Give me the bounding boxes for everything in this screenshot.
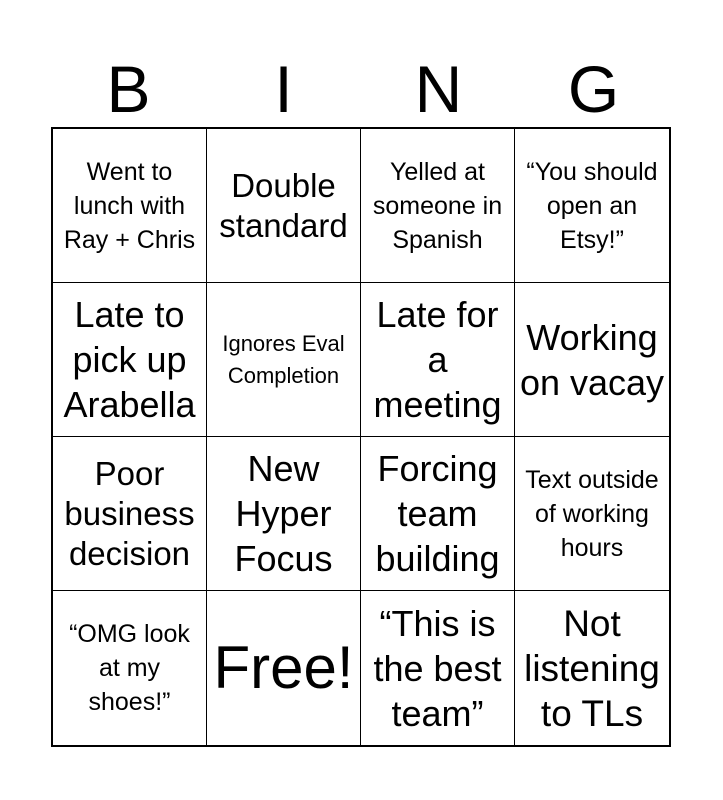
bingo-cell[interactable] (361, 591, 515, 745)
cell-text: Poor business decision (64, 454, 195, 572)
cell-text: Double standard (219, 166, 348, 244)
title-letter-i: I (274, 52, 293, 126)
cell-text: Working on vacay (519, 316, 665, 403)
bingo-board (51, 127, 671, 747)
bingo-cell[interactable] (53, 437, 207, 591)
cell-text: “OMG look at my shoes!” (69, 620, 190, 716)
bingo-cell[interactable] (53, 591, 207, 745)
bingo-cell[interactable] (53, 283, 207, 437)
bingo-cell[interactable] (53, 129, 207, 283)
bingo-cell[interactable] (207, 129, 361, 283)
free-space-cell[interactable] (207, 591, 361, 745)
title-letter-b: B (106, 52, 151, 126)
bingo-cell[interactable] (361, 129, 515, 283)
cell-text: Forcing team building (375, 448, 500, 579)
bingo-title (51, 50, 671, 128)
bingo-cell[interactable] (515, 591, 669, 745)
cell-text: “This is the best team” (373, 602, 502, 734)
cell-text: Not listening to TLs (524, 602, 660, 734)
cell-text: Yelled at someone in Spanish (372, 157, 503, 254)
cell-text: Ignores Eval Completion (222, 330, 345, 388)
bingo-cell[interactable] (207, 437, 361, 591)
cell-text: “You should open an Etsy!” (526, 157, 658, 254)
cell-text: Went to lunch with Ray + Chris (63, 157, 196, 254)
bingo-cell[interactable] (361, 283, 515, 437)
bingo-cell[interactable] (515, 129, 669, 283)
bingo-cell[interactable] (515, 437, 669, 591)
bingo-cell[interactable] (361, 437, 515, 591)
bingo-cell[interactable] (515, 283, 669, 437)
free-space-text: Free! (213, 634, 354, 701)
cell-text: Late to pick up Arabella (63, 294, 196, 425)
cell-text: Late for a meeting (373, 294, 502, 425)
bingo-cell[interactable] (207, 283, 361, 437)
title-letter-n: N (414, 52, 463, 126)
cell-text: New Hyper Focus (234, 448, 333, 579)
title-letter-g: G (567, 52, 620, 126)
cell-text: Text outside of working hours (525, 465, 659, 562)
